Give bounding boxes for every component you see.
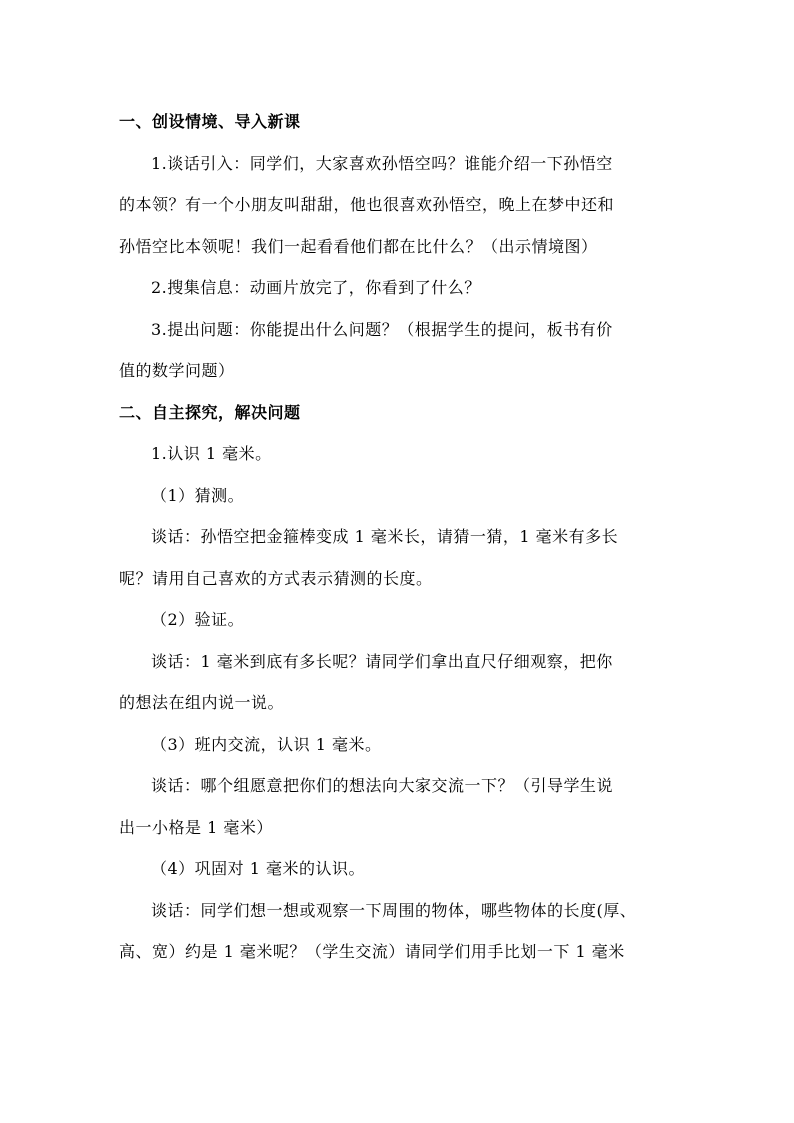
paragraph-intro-line-3: 孙悟空比本领呢！我们一起看看他们都在比什么？（出示情境图） — [119, 236, 598, 256]
talk-guess-line-1: 谈话：孙悟空把金箍棒变成 1 毫米长，请猜一猜，1 毫米有多长 — [151, 527, 619, 546]
paragraph-intro-line-1: 1.谈话引入：同学们，大家喜欢孙悟空吗？谁能介绍一下孙悟空 — [151, 153, 613, 173]
subheading-know-1mm: 1.认识 1 毫米。 — [151, 444, 272, 463]
paragraph-intro-line-2: 的本领？有一个小朋友叫甜甜，他也很喜欢孙悟空，晚上在梦中还和 — [119, 195, 615, 214]
step-guess: （1）猜测。 — [151, 485, 245, 505]
talk-verify-line-1: 谈话：1 毫米到底有多长呢？请同学们拿出直尺仔细观察，把你 — [151, 651, 613, 671]
section-heading-1: 一、创设情境、导入新课 — [119, 112, 301, 131]
talk-consolidate-line-2: 高、宽）约是 1 毫米呢？（学生交流）请同学们用手比划一下 1 毫米 — [119, 942, 625, 961]
talk-exchange-line-2: 出一小格是 1 毫米） — [119, 817, 273, 837]
step-class-exchange: （3）班内交流，认识 1 毫米。 — [151, 734, 382, 754]
talk-guess-line-2: 呢？请用自己喜欢的方式表示猜测的长度。 — [119, 568, 433, 588]
paragraph-ask-question-line-1: 3.提出问题：你能提出什么问题？（根据学生的提问，板书有价 — [151, 319, 613, 339]
step-consolidate: （4）巩固对 1 毫米的认识。 — [151, 859, 366, 878]
talk-verify-line-2: 的想法在组内说一说。 — [119, 693, 285, 712]
paragraph-ask-question-line-2: 值的数学问题） — [119, 361, 235, 380]
document-page — [119, 101, 679, 973]
talk-exchange-line-1: 谈话：哪个组愿意把你们的想法向大家交流一下？（引导学生说 — [151, 776, 614, 795]
section-heading-2: 二、自主探究，解决问题 — [119, 402, 301, 422]
paragraph-collect-info: 2.搜集信息：动画片放完了，你看到了什么？ — [151, 278, 481, 297]
step-verify: （2）验证。 — [151, 610, 245, 629]
talk-consolidate-line-1: 谈话：同学们想一想或观察一下周围的物体，哪些物体的长度(厚、 — [151, 900, 637, 920]
